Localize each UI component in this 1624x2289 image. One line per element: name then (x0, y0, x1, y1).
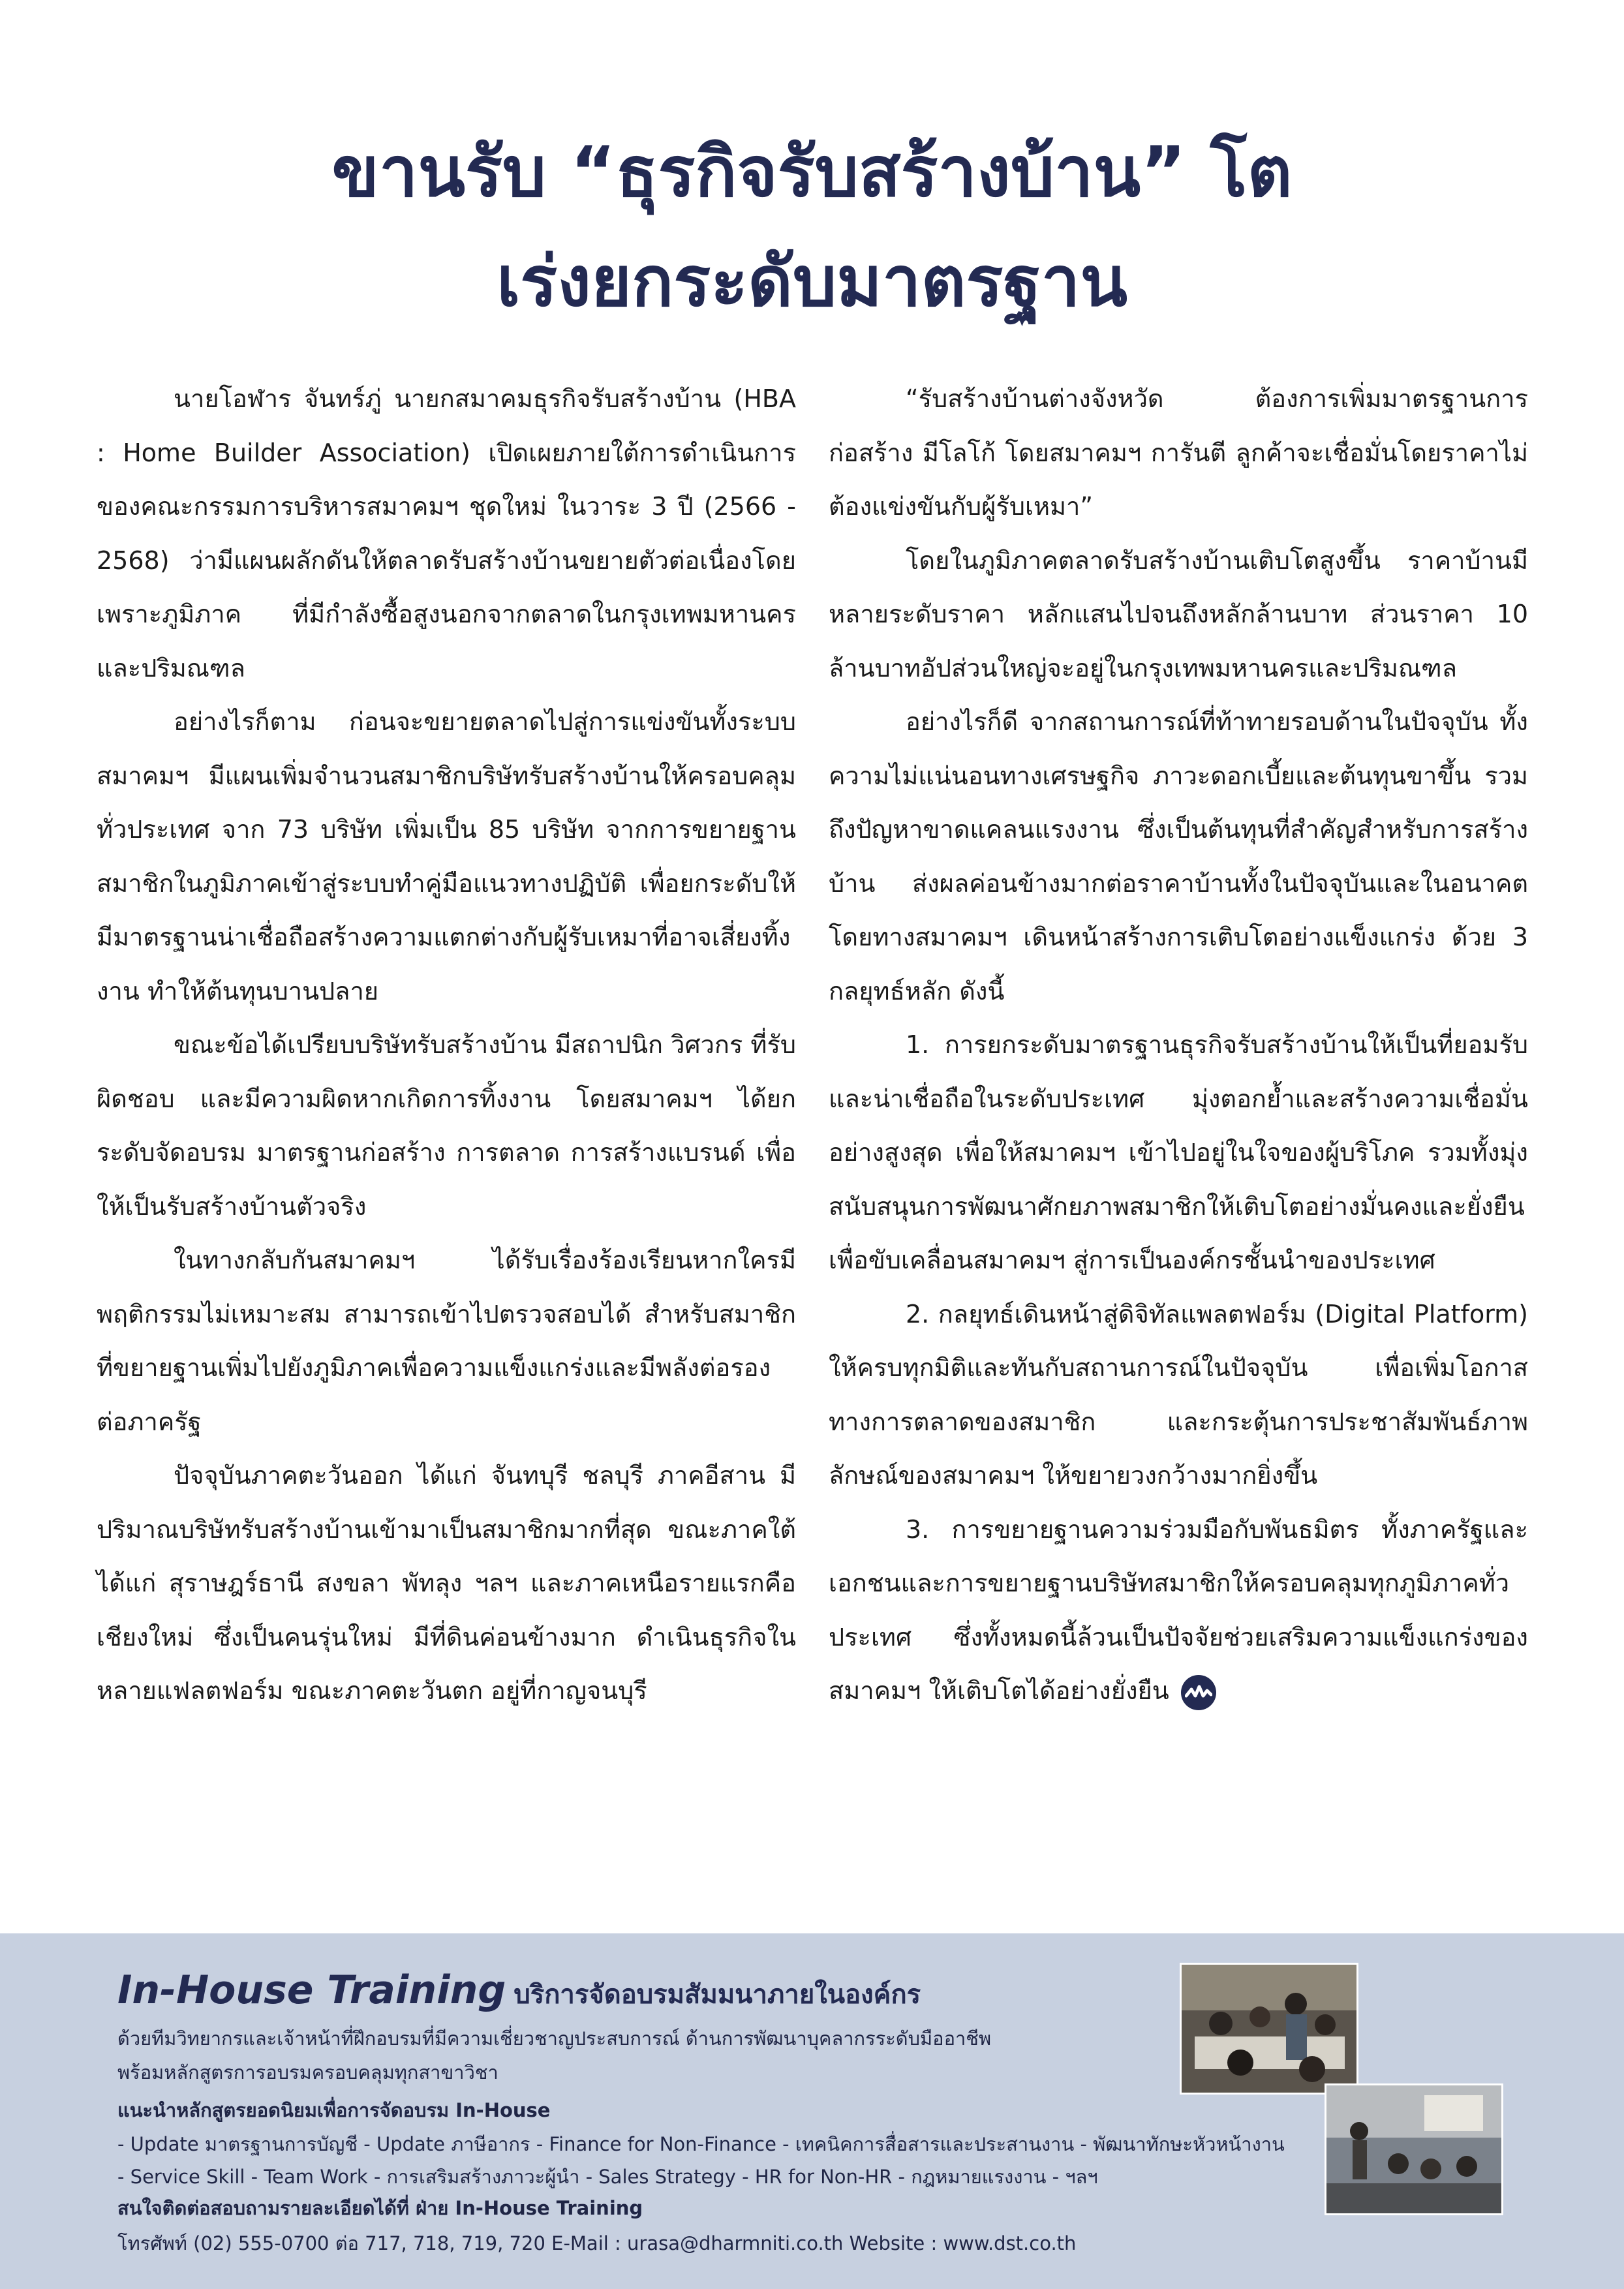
recommend-heading: แนะนำหลักสูตรยอดนิยมเพื่อการจัดอบรม In-House (117, 2099, 551, 2121)
course-list-2: - Service Skill - Team Work - การเสริมสร้างภาวะผู้นำ - Sales Strategy - HR for Non-HR - กฎหมายแรงงาน - ฯลฯ (117, 2166, 1098, 2188)
banner-title-text: In-House Training (117, 1967, 506, 2013)
banner-title (117, 1967, 921, 2015)
headline (0, 117, 1624, 337)
right-column (829, 372, 1528, 1718)
paragraph: อย่างไรก็ตาม ก่อนจะขยายตลาดไปสู่การแข่งขันทั้งระบบ สมาคมฯ มีแผนเพิ่มจำนวนสมาชิกบริษัทรับสร้างบ้านให้ครอบคลุมทั่วประเทศ จาก 73 บริษัท เพิ่มเป็น 85 บริษัท จากการขยายฐานสมาชิกในภูมิภาคเข้าสู่ระบบทำคู่มือแนวทางปฏิบัติ เพื่อยกระดับให้มีมาตรฐานน่าเชื่อถือสร้างความแตกต่างกับผู้รับเหมาที่อาจเสี่ยงทิ้งงาน ทำให้ต้นทุนบานปลาย (97, 707, 796, 1006)
course-list-1: - Update มาตรฐานการบัญชี - Update ภาษีอากร - Finance for Non-Finance - เทคนิคการสื่อสารและประสานงาน - พัฒนาทักษะหัวหน้างาน (117, 2133, 1285, 2155)
paragraph: 2. กลยุทธ์เดินหน้าสู่ดิจิทัลแพลตฟอร์ม (Digital Platform) ให้ครบทุกมิติและทันกับสถานการณ์ในปัจจุบัน เพื่อเพิ่มโอกาสทางการตลาดของสมาชิก และกระตุ้นการประชาสัมพันธ์ภาพลักษณ์ของสมาคมฯ ให้ขยายวงกว้างมากยิ่งขึ้น (829, 1299, 1528, 1490)
paragraph: “รับสร้างบ้านต่างจังหวัด ต้องการเพิ่มมาตรฐานการก่อสร้าง มีโลโก้ โดยสมาคมฯ การันตี ลูกค้าจะเชื่อมั่นโดยราคาไม่ต้องแข่งขันกับผู้รับเหมา” (829, 384, 1528, 521)
contact-line: สนใจติดต่อสอบถามรายละเอียดได้ที่ ฝ่าย In-House Training (117, 2197, 643, 2219)
banner-description-1: ด้วยทีมวิทยากรและเจ้าหน้าที่ฝึกอบรมที่มีความเชี่ยวชาญประสบการณ์ ด้านการพัฒนาบุคลากรระดับมืออาชีพ (117, 2027, 992, 2050)
training-photo-1 (1180, 1963, 1358, 2095)
paragraph: 1. การยกระดับมาตรฐานธุรกิจรับสร้างบ้านให้เป็นที่ยอมรับและน่าเชื่อถือในระดับประเทศ มุ่งตอกย้ำและสร้างความเชื่อมั่นอย่างสูงสุด เพื่อให้สมาคมฯ เข้าไปอยู่ในใจของผู้บริโภค รวมทั้งมุ่งสนับสนุนการพัฒนาศักยภาพสมาชิกให้เติบโตอย่างมั่นคงและยั่งยืน เพื่อขับเคลื่อนสมาคมฯ สู่การเป็นองค์กรชั้นนำของประเทศ (829, 1030, 1528, 1274)
headline-line-1: ขานรับ “ธุรกิจรับสร้างบ้าน” โต (331, 132, 1293, 212)
paragraph: อย่างไรก็ดี จากสถานการณ์ที่ท้าทายรอบด้านในปัจจุบัน ทั้งความไม่แน่นอนทางเศรษฐกิจ ภาวะดอกเบี้ยและต้นทุนขาขึ้น รวมถึงปัญหาขาดแคลนแรงงาน ซึ่งเป็นต้นทุนที่สำคัญสำหรับการสร้างบ้าน ส่งผลค่อนข้างมากต่อราคาบ้านทั้งในปัจจุบันและในอนาคต โดยทางสมาคมฯ เดินหน้าสร้างการเติบโตอย่างแข็งแกร่ง ด้วย 3 กลยุทธ์หลัก ดังนี้ (829, 707, 1528, 1006)
paragraph: ขณะข้อได้เปรียบบริษัทรับสร้างบ้าน มีสถาปนิก วิศวกร ที่รับผิดชอบ และมีความผิดหากเกิดการทิ้งงาน โดยสมาคมฯ ได้ยกระดับจัดอบรม มาตรฐานก่อสร้าง การตลาด การสร้างแบรนด์ เพื่อให้เป็นรับสร้างบ้านตัวจริง (97, 1030, 796, 1221)
paragraph: โดยในภูมิภาคตลาดรับสร้างบ้านเติบโตสูงขึ้น ราคาบ้านมีหลายระดับราคา หลักแสนไปจนถึงหลักล้านบาท ส่วนราคา 10 ล้านบาทอัปส่วนใหญ่จะอยู่ในกรุงเทพมหานครและปริมณฑล (829, 545, 1528, 683)
wave-logo-icon (1181, 1675, 1216, 1710)
paragraph-last (829, 1503, 1528, 1718)
banner-subtitle: บริการจัดอบรมสัมมนาภายในองค์กร (513, 1980, 921, 2010)
paragraph-text: 3. การขยายฐานความร่วมมือกับพันธมิตร ทั้งภาครัฐและเอกชนและการขยายฐานบริษัทสมาชิกให้ครอบคลุมทุกภูมิภาคทั่วประเทศ ซึ่งทั้งหมดนี้ล้วนเป็นปัจจัยช่วยเสริมความแข็งแกร่งของสมาคมฯ ให้เติบโตได้อย่างยั่งยืน (829, 1514, 1528, 1705)
paragraph: ในทางกลับกันสมาคมฯ ได้รับเรื่องร้องเรียนหากใครมีพฤติกรรมไม่เหมาะสม สามารถเข้าไปตรวจสอบได้ สำหรับสมาชิกที่ขยายฐานเพิ่มไปยังภูมิภาคเพื่อความแข็งแกร่งและมีพลังต่อรองต่อภาครัฐ (97, 1246, 796, 1436)
training-photo-2 (1325, 2083, 1503, 2215)
banner-description-2: พร้อมหลักสูตรการอบรมครอบคลุมทุกสาขาวิชา (117, 2061, 498, 2083)
paragraph: นายโอฬาร จันทร์ภู่ นายกสมาคมธุรกิจรับสร้างบ้าน (HBA : Home Builder Association) เปิดเผยภายใต้การดำเนินการของคณะกรรมการบริหารสมาคมฯ ชุดใหม่ ในวาระ 3 ปี (2566 - 2568) ว่ามีแผนผลักดันให้ตลาดรับสร้างบ้านขยายตัวต่อเนื่องโดยเพราะภูมิภาค ที่มีกำลังซื้อสูงนอกจากตลาดในกรุงเทพมหานครและปริมณฑล (97, 384, 796, 683)
paragraph: ปัจจุบันภาคตะวันออก ได้แก่ จันทบุรี ชลบุรี ภาคอีสาน มีปริมาณบริษัทรับสร้างบ้านเข้ามาเป็นสมาชิกมากที่สุด ขณะภาคใต้ ได้แก่ สุราษฎร์ธานี สงขลา พัทลุง ฯลฯ และภาคเหนือรายแรกคือ เชียงใหม่ ซึ่งเป็นคนรุ่นใหม่ มีที่ดินค่อนข้างมาก ดำเนินธุรกิจในหลายแฟลตฟอร์ม ขณะภาคตะวันตก อยู่ที่กาญจนบุรี (97, 1461, 796, 1705)
left-column (97, 372, 796, 1718)
phone-email-line: โทรศัพท์ (02) 555-0700 ต่อ 717, 718, 719, 720 E-Mail : urasa@dharmniti.co.th Website : www.dst.co.th (117, 2232, 1077, 2254)
headline-line-2: เร่งยกระดับมาตรฐาน (497, 241, 1127, 322)
